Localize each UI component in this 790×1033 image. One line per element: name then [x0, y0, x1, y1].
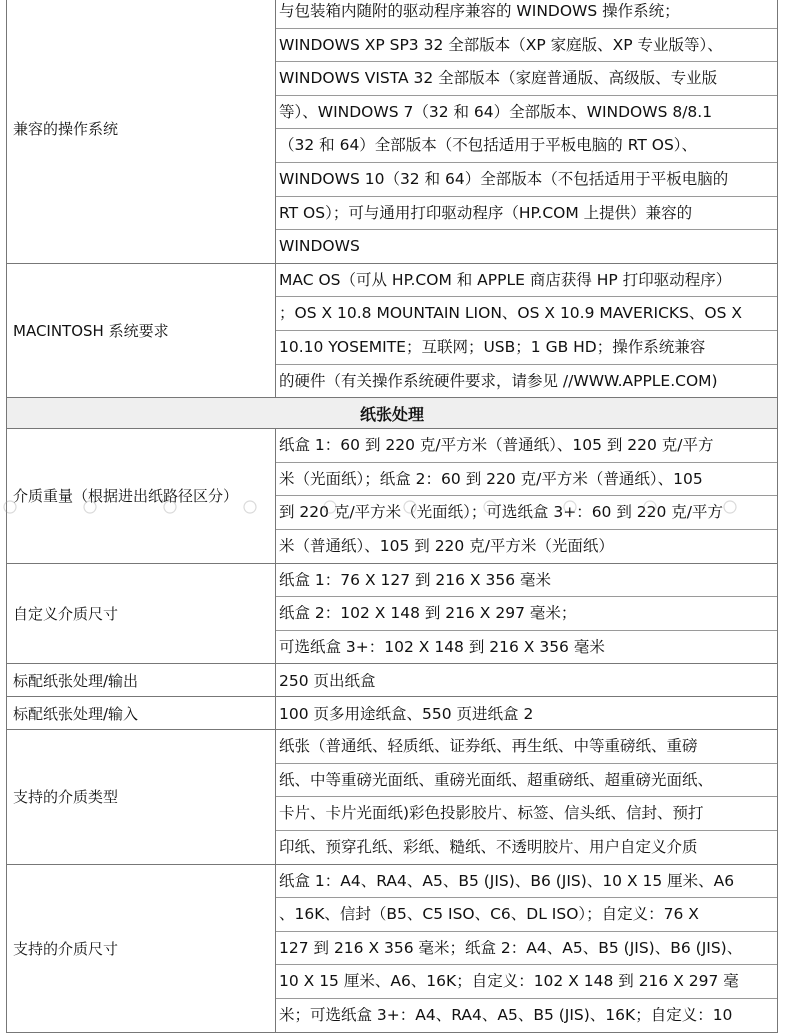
value-line: 纸张（普通纸、轻质纸、证券纸、再生纸、中等重磅纸、重磅 — [276, 730, 777, 764]
value-line: （32 和 64）全部版本（不包括适用于平板电脑的 RT OS）、 — [276, 129, 777, 163]
value-line: WINDOWS — [279, 237, 360, 256]
row-value — [276, 864, 778, 1032]
row-label: 兼容的操作系统 — [7, 0, 276, 263]
section-title: 纸张处理 — [7, 398, 778, 429]
value-line: 米（普通纸）、105 到 220 克/平方米（光面纸） — [279, 536, 614, 555]
value-line: 到 220 克/平方米（光面纸）；可选纸盒 3+：60 到 220 克/平方 — [276, 496, 777, 530]
value-line: 可选纸盒 3+：102 X 148 到 216 X 356 毫米 — [279, 637, 605, 656]
row-label: 标配纸张处理/输入 — [7, 697, 276, 730]
section-header-row — [7, 398, 778, 429]
spec-row-media-sizes — [7, 864, 778, 1032]
value-line: 米；可选纸盒 3+：A4、RA4、A5、B5 (JIS)、16K；自定义：10 — [279, 1006, 733, 1025]
value-line: WINDOWS XP SP3 32 全部版本（XP 家庭版、XP 专业版等）、 — [276, 29, 777, 63]
value-line: 纸盒 1：A4、RA4、A5、B5 (JIS)、B6 (JIS)、10 X 15 厘米、A6 — [276, 865, 777, 899]
row-value — [276, 730, 778, 864]
spec-row-input — [7, 697, 778, 730]
row-value: 100 页多用途纸盒、550 页进纸盒 2 — [276, 697, 778, 730]
value-line: 纸盒 2：102 X 148 到 216 X 297 毫米； — [276, 597, 777, 631]
value-line: 127 到 216 X 356 毫米；纸盒 2：A4、A5、B5 (JIS)、B6 (JIS)、 — [276, 932, 777, 966]
value-line: 纸盒 1：60 到 220 克/平方米（普通纸）、105 到 220 克/平方 — [276, 429, 777, 463]
row-value — [276, 263, 778, 397]
value-line: ；OS X 10.8 MOUNTAIN LION、OS X 10.9 MAVERICKS、OS X — [276, 297, 777, 331]
spec-row-mac — [7, 263, 778, 397]
value-line: 米（光面纸）；纸盒 2：60 到 220 克/平方米（普通纸）、105 — [276, 463, 777, 497]
value-line: 10.10 YOSEMITE；互联网；USB；1 GB HD；操作系统兼容 — [276, 331, 777, 365]
value-line: 纸、中等重磅光面纸、重磅光面纸、超重磅纸、超重磅光面纸、 — [276, 764, 777, 798]
spec-row-os — [7, 0, 778, 263]
row-label: 标配纸张处理/输出 — [7, 664, 276, 697]
row-label: 支持的介质类型 — [7, 730, 276, 864]
value-line: 等）、WINDOWS 7（32 和 64）全部版本、WINDOWS 8/8.1 — [276, 96, 777, 130]
spec-row-media-weight — [7, 429, 778, 563]
row-value — [276, 429, 778, 563]
spec-row-media-types — [7, 730, 778, 864]
row-value — [276, 0, 778, 263]
value-line: 与包装箱内随附的驱动程序兼容的 WINDOWS 操作系统； — [276, 0, 777, 29]
value-line: 纸盒 1：76 X 127 到 216 X 356 毫米 — [276, 564, 777, 598]
value-line: WINDOWS 10（32 和 64）全部版本（不包括适用于平板电脑的 — [276, 163, 777, 197]
value-line: 印纸、预穿孔纸、彩纸、糙纸、不透明胶片、用户自定义介质 — [279, 838, 698, 857]
value-line: 10 X 15 厘米、A6、16K；自定义：102 X 148 到 216 X 297 毫 — [276, 965, 777, 999]
value-line: 的硬件（有关操作系统硬件要求，请参见 //WWW.APPLE.COM) — [279, 371, 718, 390]
spec-table — [6, 0, 778, 1033]
row-label: 介质重量（根据进出纸路径区分） — [7, 429, 276, 563]
row-value — [276, 563, 778, 664]
value-line: 卡片、卡片光面纸)彩色投影胶片、标签、信头纸、信封、预打 — [276, 797, 777, 831]
row-label: 自定义介质尺寸 — [7, 563, 276, 664]
row-label: 支持的介质尺寸 — [7, 864, 276, 1032]
value-line: 、16K、信封（B5、C5 ISO、C6、DL ISO）；自定义：76 X — [276, 898, 777, 932]
row-value: 250 页出纸盒 — [276, 664, 778, 697]
spec-row-output — [7, 664, 778, 697]
value-line: WINDOWS VISTA 32 全部版本（家庭普通版、高级版、专业版 — [276, 62, 777, 96]
value-line: RT OS）；可与通用打印驱动程序（HP.COM 上提供）兼容的 — [276, 197, 777, 231]
spec-row-custom-size — [7, 563, 778, 664]
row-label: MACINTOSH 系统要求 — [7, 263, 276, 397]
value-line: MAC OS（可从 HP.COM 和 APPLE 商店获得 HP 打印驱动程序） — [276, 264, 777, 298]
